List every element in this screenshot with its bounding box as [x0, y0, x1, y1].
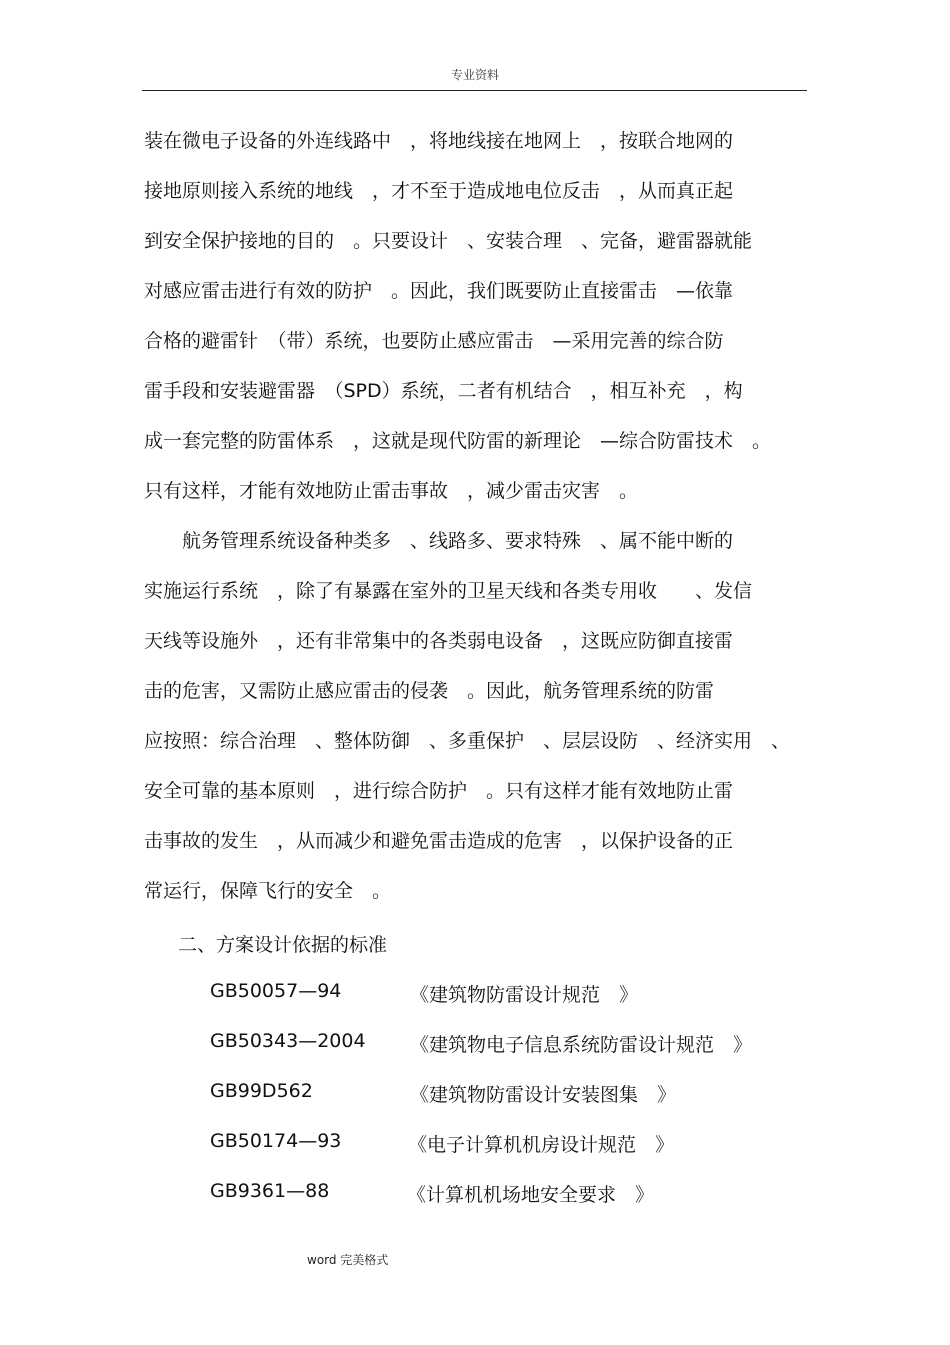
- standard-code: GB9361—88: [210, 1180, 330, 1202]
- paragraph-line: 常运行，保障飞行的安全 。: [144, 880, 392, 902]
- paragraph-line: 接地原则接入系统的地线 ，才不至于造成地电位反击 ，从而真正起: [144, 180, 734, 202]
- section-heading: 二、方案设计依据的标准: [178, 934, 388, 956]
- standard-code: GB50343—2004: [210, 1030, 366, 1052]
- paragraph-line: 安全可靠的基本原则 ，进行综合防护 。只有这样才能有效地防止雷: [144, 780, 734, 802]
- header-divider: [142, 90, 807, 91]
- paragraph-line: 应按照：综合治理 、整体防御 、多重保护 、层层设防 、经济实用 、: [144, 730, 791, 752]
- standard-code: GB50174—93: [210, 1130, 342, 1152]
- paragraph-line: 成一套完整的防雷体系 ，这就是现代防雷的新理论 —综合防雷技术 。: [144, 430, 772, 452]
- standard-title: 《建筑物防雷设计安装图集 》: [410, 1084, 677, 1106]
- standard-title: 《建筑物防雷设计规范 》: [410, 984, 639, 1006]
- standard-title: 《建筑物电子信息系统防雷设计规范 》: [410, 1034, 753, 1056]
- paragraph-line: 对感应雷击进行有效的防护 。因此，我们既要防止直接雷击 —依靠: [144, 280, 734, 302]
- page-header: 专业资料: [450, 68, 499, 82]
- paragraph-line: 击事故的发生 ，从而减少和避免雷击造成的危害 ，以保护设备的正: [144, 830, 734, 852]
- paragraph-line: 只有这样，才能有效地防止雷击事故 ，减少雷击灾害 。: [144, 480, 639, 502]
- paragraph-line: 航务管理系统设备种类多 、线路多、要求特殊 、属不能中断的: [144, 530, 734, 552]
- paragraph-line: 实施运行系统 ，除了有暴露在室外的卫星天线和各类专用收 、发信: [144, 580, 753, 602]
- standard-code: GB50057—94: [210, 980, 342, 1002]
- paragraph-line: 合格的避雷针 （带）系统，也要防止感应雷击 —采用完善的综合防: [144, 330, 724, 352]
- paragraph-line: 天线等设施外 ，还有非常集中的各类弱电设备 ，这既应防御直接雷: [144, 630, 734, 652]
- standard-title: 《计算机机场地安全要求 》: [407, 1184, 655, 1206]
- paragraph-line: 装在微电子设备的外连线路中 ，将地线接在地网上 ，按联合地网的: [144, 130, 734, 152]
- paragraph-line: 击的危害，又需防止感应雷击的侵袭 。因此，航务管理系统的防雷: [144, 680, 715, 702]
- standard-title: 《电子计算机机房设计规范 》: [408, 1134, 675, 1156]
- paragraph-line: 到安全保护接地的目的 。只要设计 、安装合理 、完备，避雷器就能: [144, 230, 753, 252]
- standard-code: GB99D562: [210, 1080, 313, 1102]
- page-footer: word 完美格式: [307, 1253, 389, 1267]
- paragraph-line: 雷手段和安装避雷器 （SPD）系统，二者有机结合 ，相互补充 ，构: [144, 380, 743, 402]
